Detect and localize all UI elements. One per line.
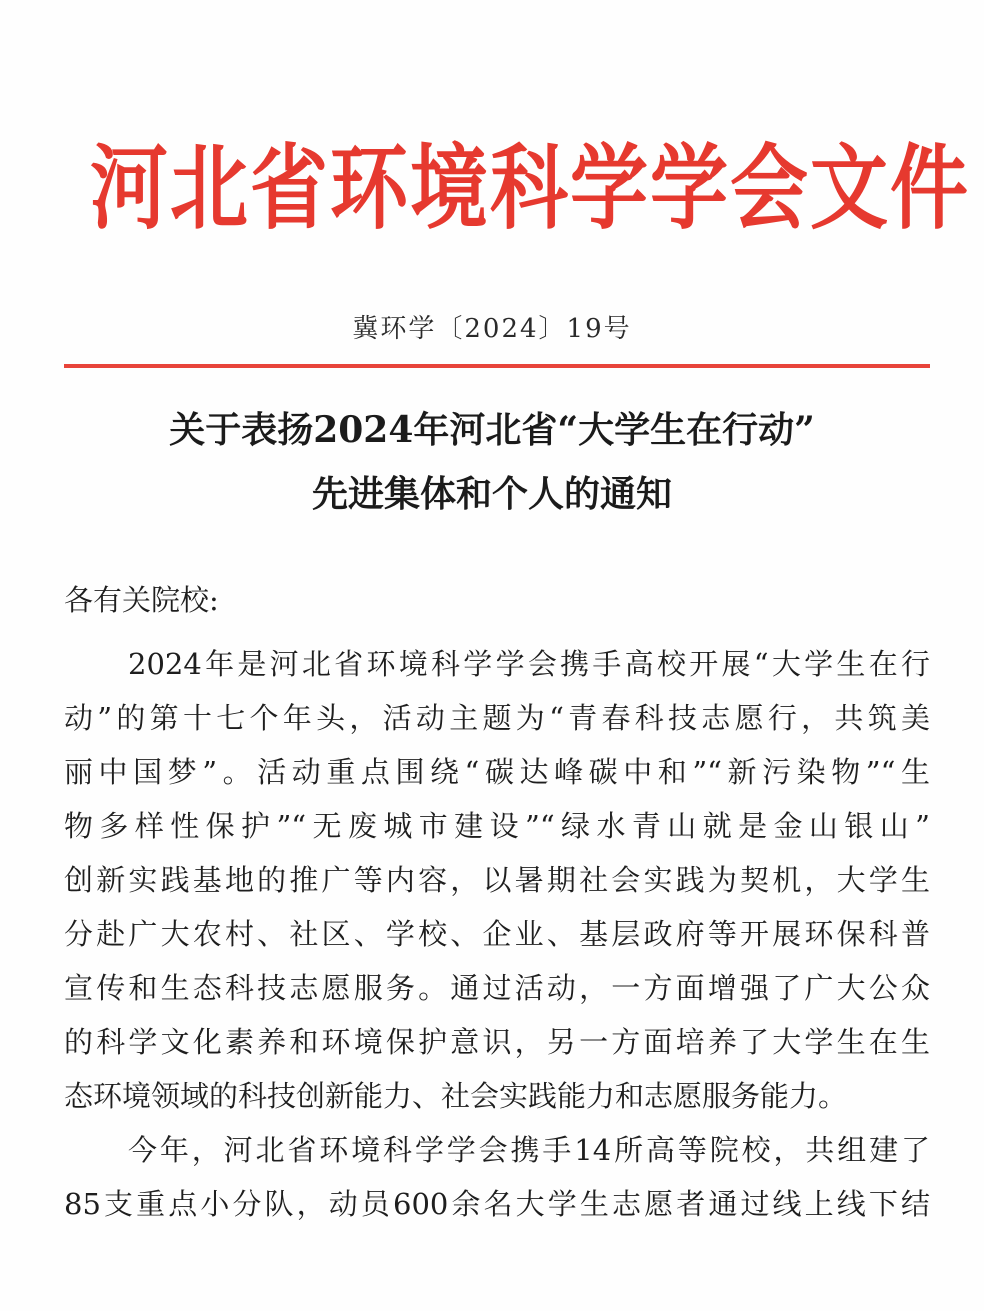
organization-header-title: 河北省环境科学学会文件 [90,136,971,243]
salutation: 各有关院校: [64,583,219,617]
body-line: 创新实践基地的推广等内容，以暑期社会实践为契机，大学生 [64,863,930,897]
body-line: 分赴广大农村、社区、学校、企业、基层政府等开展环保科普 [64,917,930,951]
body-line: 丽中国梦”。活动重点围绕“碳达峰碳中和”“新污染物”“生 [64,755,930,789]
red-divider-line [64,364,930,368]
body-line: 今年，河北省环境科学学会携手14所高等院校，共组建了 [128,1133,930,1167]
body-line: 的科学文化素养和环境保护意识，另一方面培养了大学生在生 [64,1025,930,1059]
body-line: 动”的第十七个年头，活动主题为“青春科技志愿行，共筑美 [64,701,930,735]
body-line: 态环境领域的科技创新能力、社会实践能力和志愿服务能力。 [64,1079,848,1113]
body-line: 2024年是河北省环境科学学会携手高校开展“大学生在行 [128,647,930,681]
body-line: 宣传和生态科技志愿服务。通过活动，一方面增强了广大公众 [64,971,930,1005]
notice-title-line-1: 关于表扬2024年河北省“大学生在行动” [169,409,815,451]
body-line: 85支重点小分队，动员600余名大学生志愿者通过线上线下结 [64,1187,930,1221]
body-line: 物多样性保护”“无废城市建设”“绿水青山就是金山银山” [64,809,930,843]
notice-title-line-2: 先进集体和个人的通知 [311,473,672,515]
body-text [64,637,930,1231]
document-number: 冀环学〔2024〕19号 [352,314,632,344]
notice-title [40,398,944,526]
